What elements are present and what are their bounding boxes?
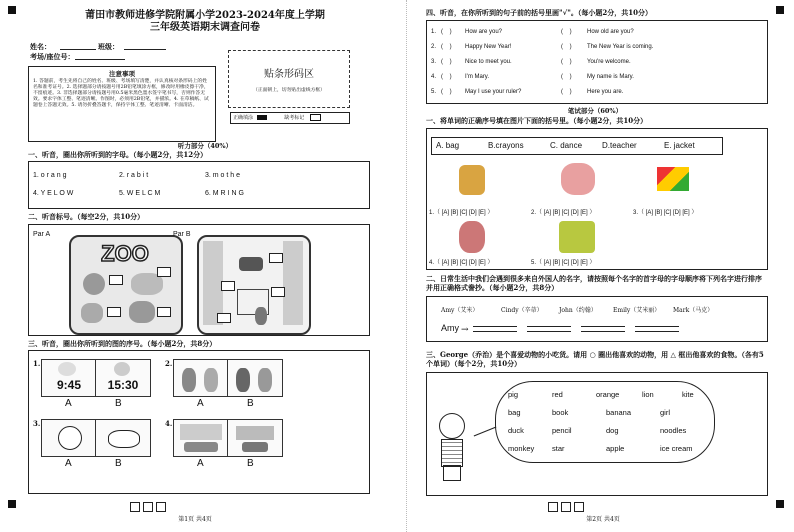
answer-row-4[interactable]: 4.（ [A] [B] [C] [D] [E] ） bbox=[429, 260, 494, 266]
q4-left-bracket[interactable]: ( ) bbox=[441, 29, 452, 35]
name-option: Mark（马克） bbox=[673, 307, 714, 314]
notice-title: 注意事项 bbox=[109, 70, 135, 78]
exam-title: 莆田市教师进修学院附属小学2023-2024年度上学期 bbox=[85, 10, 325, 21]
page-mark-icon bbox=[156, 502, 166, 512]
page-mark-icon bbox=[574, 502, 584, 512]
q1-item-1[interactable]: 1. o r a n g bbox=[33, 172, 67, 179]
q4-title: 四、听音，在你所听到的句子前的括号里画"√"。（每小题2分，共10分） bbox=[426, 8, 653, 17]
seat-label: 考场/座位号： bbox=[30, 52, 75, 61]
q4-right-sentence: You're welcome. bbox=[587, 59, 631, 65]
answer-box[interactable] bbox=[157, 267, 171, 277]
class-label: 班级： bbox=[98, 42, 119, 51]
q4-left-bracket[interactable]: ( ) bbox=[441, 44, 452, 50]
writing-line[interactable] bbox=[635, 326, 679, 327]
q3-num-4: 4. bbox=[165, 419, 173, 428]
q4-right-bracket[interactable]: ( ) bbox=[561, 89, 572, 95]
q4-right-bracket[interactable]: ( ) bbox=[561, 74, 572, 80]
grandpa-icon bbox=[182, 368, 196, 392]
q4-right-sentence: Here you are. bbox=[587, 89, 624, 95]
car-icon bbox=[242, 442, 268, 452]
sun-icon bbox=[58, 362, 76, 376]
answer-row-5[interactable]: 5.（ [A] [B] [C] [D] [E] ） bbox=[531, 260, 596, 266]
word-item[interactable]: dog bbox=[606, 426, 619, 435]
parents-picture bbox=[227, 359, 283, 397]
barcode-note: （正面朝上，切勿贴出虚线方框） bbox=[253, 88, 325, 93]
boy-shirt-icon bbox=[441, 439, 463, 467]
face-icon bbox=[58, 426, 82, 450]
q4-left-sentence: May I use your ruler? bbox=[465, 89, 522, 95]
george-boy-picture bbox=[433, 413, 469, 483]
page-mark-icon bbox=[143, 502, 153, 512]
w3-box bbox=[426, 372, 768, 496]
q4-right-sentence: The New Year is coming. bbox=[587, 44, 654, 50]
q3-title: 三、听音，圈出你所听到的图的序号。（每小题2分，共8分） bbox=[28, 339, 217, 348]
q1-item-6[interactable]: 6. M R I N G bbox=[205, 190, 244, 197]
corner-mark bbox=[776, 500, 784, 508]
teacher-icon bbox=[459, 221, 485, 253]
q4-left-bracket[interactable]: ( ) bbox=[441, 59, 452, 65]
father-icon bbox=[236, 368, 250, 392]
jacket-icon bbox=[559, 221, 595, 253]
word-item[interactable]: monkey bbox=[508, 444, 535, 453]
word-item[interactable]: banana bbox=[606, 408, 632, 417]
writing-line[interactable] bbox=[473, 326, 517, 327]
w3-title: 三、George（乔治）是个喜爱动物的小吃货。请用 ○ 圈出他喜欢的动物，用 △ 框出他喜欢的食物。（各有5个单词）（每个2分，共10分） bbox=[426, 350, 764, 368]
q4-left-sentence: Nice to meet you. bbox=[465, 59, 512, 65]
clock-picture-b bbox=[95, 359, 151, 397]
room-picture bbox=[197, 235, 311, 335]
option-a[interactable]: A bbox=[65, 398, 72, 409]
fill-example-bar bbox=[230, 112, 350, 124]
page-marks bbox=[130, 502, 169, 512]
par-a-label: Par A bbox=[33, 231, 51, 238]
q4-row-number: 3. bbox=[431, 59, 437, 65]
answer-row-2[interactable]: 2.（ [A] [B] [C] [D] [E] ） bbox=[531, 210, 596, 216]
q4-right-sentence: My name is Mary. bbox=[587, 74, 634, 80]
par-b-label: Par B bbox=[173, 231, 191, 238]
rabbit-icon bbox=[129, 301, 155, 323]
name-option: Emily（艾米丽） bbox=[613, 307, 661, 314]
q4-left-bracket[interactable]: ( ) bbox=[441, 89, 452, 95]
exam-subtitle: 三年级英语期末调查问卷 bbox=[150, 22, 260, 33]
q1-title: 一、听音，圈出你所听到的字母。（每小题2分，共12分） bbox=[28, 150, 208, 159]
grandma-icon bbox=[204, 368, 218, 392]
word-item[interactable]: orange bbox=[596, 390, 620, 399]
q2-box bbox=[28, 224, 370, 336]
monkey-icon bbox=[81, 303, 103, 323]
option-a[interactable]: A bbox=[65, 458, 72, 469]
w2-title: 二、日常生活中我们会遇到很多来自外国人的名字，请按照每个名字的首字母的字母顺序将下列名字进行排序并用正确格式誊抄。（每小题2分，共8分） bbox=[426, 274, 762, 292]
q1-item-5[interactable]: 5. W E L C M bbox=[119, 190, 161, 197]
q4-row-number: 5. bbox=[431, 89, 437, 95]
answer-box[interactable] bbox=[109, 275, 123, 285]
word-option: E. jacket bbox=[664, 141, 695, 150]
answer-row-3[interactable]: 3.（ [A] [B] [C] [D] [E] ） bbox=[633, 210, 698, 216]
speech-bubble bbox=[495, 381, 715, 463]
clock-picture-a bbox=[41, 359, 97, 397]
word-options-box bbox=[431, 137, 723, 155]
curtain-icon bbox=[283, 241, 303, 325]
building-icon bbox=[180, 424, 222, 440]
word-item[interactable]: duck bbox=[508, 426, 524, 435]
mother-icon bbox=[258, 368, 272, 392]
writing-line[interactable] bbox=[581, 326, 625, 327]
bus-icon bbox=[184, 442, 218, 452]
q4-left-sentence: How are you? bbox=[465, 29, 503, 35]
name-input-line[interactable] bbox=[60, 49, 96, 50]
q4-row-number: 1. bbox=[431, 29, 437, 35]
word-item[interactable]: pencil bbox=[552, 426, 572, 435]
filled-box-icon bbox=[257, 115, 267, 120]
bubble-tail bbox=[474, 427, 497, 437]
clock-time-a: 9:45 bbox=[56, 378, 82, 392]
w2-box bbox=[426, 296, 768, 342]
name-label: 姓名： bbox=[30, 42, 51, 51]
q4-row-number: 4. bbox=[431, 74, 437, 80]
w1-box bbox=[426, 128, 768, 270]
q4-right-bracket[interactable]: ( ) bbox=[561, 29, 572, 35]
word-item[interactable]: ice cream bbox=[660, 444, 693, 453]
building-icon bbox=[236, 426, 274, 440]
q4-row-number: 2. bbox=[431, 44, 437, 50]
word-item[interactable]: pig bbox=[508, 390, 519, 399]
writing-line[interactable] bbox=[473, 331, 517, 332]
q3-box bbox=[28, 350, 370, 494]
answer-row-1[interactable]: 1.（ [A] [B] [C] [D] [E] ） bbox=[429, 210, 494, 216]
option-b[interactable]: B bbox=[247, 458, 254, 469]
first-name-example: Amy bbox=[441, 323, 459, 333]
girl-face-picture bbox=[41, 419, 97, 457]
corner-mark bbox=[8, 500, 16, 508]
writing-line[interactable] bbox=[581, 331, 625, 332]
q1-box bbox=[28, 161, 370, 209]
arrow-icon: → bbox=[461, 325, 469, 335]
q4-left-bracket[interactable]: ( ) bbox=[441, 74, 452, 80]
word-item[interactable]: girl bbox=[660, 408, 671, 417]
q4-right-bracket[interactable]: ( ) bbox=[561, 44, 572, 50]
zoo-sign: ZOO bbox=[101, 241, 149, 266]
w1-title: 一、将单词的正确序号填在图片下面的括号里。（每小题2分，共10分） bbox=[426, 116, 648, 125]
notice-box bbox=[28, 66, 216, 142]
writing-line[interactable] bbox=[527, 326, 571, 327]
barcode-area bbox=[228, 50, 350, 108]
left-page-footer: 第1页 共4页 bbox=[178, 516, 212, 523]
word-item[interactable]: book bbox=[552, 408, 569, 417]
schoolbag-icon bbox=[459, 165, 485, 195]
answer-box[interactable] bbox=[107, 307, 121, 317]
city-picture bbox=[227, 419, 283, 457]
writing-line[interactable] bbox=[527, 331, 571, 332]
zoo-picture bbox=[69, 235, 183, 335]
name-option: Cindy（辛蒂） bbox=[501, 307, 543, 314]
right-page-footer: 第2页 共4页 bbox=[586, 516, 620, 523]
answer-box[interactable] bbox=[221, 281, 235, 291]
seat-input-line[interactable] bbox=[75, 59, 125, 60]
word-item[interactable]: red bbox=[552, 390, 563, 399]
boy-legs-icon bbox=[443, 465, 461, 481]
q4-left-sentence: Happy New Year! bbox=[465, 44, 512, 50]
q4-right-bracket[interactable]: ( ) bbox=[561, 59, 572, 65]
word-option: A. bag bbox=[436, 141, 460, 150]
page-divider bbox=[406, 0, 407, 532]
word-option: B.crayons bbox=[488, 141, 524, 150]
boy-head-icon bbox=[439, 413, 465, 439]
lion-icon bbox=[83, 273, 105, 295]
answer-box[interactable] bbox=[217, 313, 231, 323]
word-option: D.teacher bbox=[602, 141, 637, 150]
page-mark-icon bbox=[548, 502, 558, 512]
word-item[interactable]: kite bbox=[682, 390, 694, 399]
clock-time-b: 15:30 bbox=[107, 378, 139, 392]
q1-item-2[interactable]: 2. r a b i t bbox=[119, 172, 149, 179]
girl-icon bbox=[108, 430, 140, 448]
answer-box[interactable] bbox=[271, 287, 285, 297]
cloud-sun-icon bbox=[114, 362, 130, 376]
class-input-line[interactable] bbox=[124, 49, 166, 50]
dancing-kids-icon bbox=[561, 163, 595, 195]
word-item[interactable]: noodles bbox=[660, 426, 687, 435]
name-option: John（约翰） bbox=[559, 307, 597, 314]
listening-header: 听力部分（40%） bbox=[177, 142, 233, 150]
q4-left-sentence: I'm Mary. bbox=[465, 74, 490, 80]
q3-num-3: 3. bbox=[33, 419, 41, 428]
written-header: 笔试部分（60%） bbox=[567, 107, 623, 115]
violin-icon bbox=[255, 307, 267, 325]
word-item[interactable]: apple bbox=[606, 444, 625, 453]
answer-box[interactable] bbox=[157, 307, 171, 317]
barcode-title: 贴条形码区 bbox=[264, 69, 314, 80]
q2-title: 二、听音标号。（每空2分，共10分） bbox=[28, 212, 145, 221]
q3-num-1: 1. bbox=[33, 359, 41, 368]
word-item[interactable]: lion bbox=[642, 390, 654, 399]
option-b[interactable]: B bbox=[247, 398, 254, 409]
crayons-icon bbox=[657, 167, 689, 191]
page-mark-icon bbox=[561, 502, 571, 512]
missing-mark-label: 缺考标记 bbox=[284, 115, 305, 121]
flying-girl-picture bbox=[95, 419, 151, 457]
q4-right-sentence: How old are you? bbox=[587, 29, 634, 35]
name-option: Amy（艾米） bbox=[441, 307, 479, 314]
fill-example-label: 正确填涂 bbox=[233, 115, 254, 121]
page-marks bbox=[548, 502, 587, 512]
street-picture bbox=[173, 419, 229, 457]
q1-item-4[interactable]: 4. Y E L O W bbox=[33, 190, 74, 197]
word-item[interactable]: star bbox=[552, 444, 565, 453]
q4-box bbox=[426, 20, 768, 104]
option-a[interactable]: A bbox=[197, 398, 204, 409]
page-mark-icon bbox=[130, 502, 140, 512]
option-a[interactable]: A bbox=[197, 458, 204, 469]
grandparents-picture bbox=[173, 359, 229, 397]
word-option: C. dance bbox=[550, 141, 583, 150]
q3-num-2: 2. bbox=[165, 359, 173, 368]
word-item[interactable]: bag bbox=[508, 408, 521, 417]
option-b[interactable]: B bbox=[115, 398, 122, 409]
corner-mark bbox=[8, 6, 16, 14]
empty-box-icon[interactable] bbox=[310, 114, 321, 121]
q1-item-3[interactable]: 3. m o t h e bbox=[205, 172, 241, 179]
writing-line[interactable] bbox=[635, 331, 679, 332]
telephone-icon bbox=[239, 257, 263, 271]
corner-mark bbox=[776, 6, 784, 14]
answer-box[interactable] bbox=[269, 253, 283, 263]
notice-text: 1. 答题前，考生先将自己的姓名、班级、考场填写清楚，并认真核对条形码上的姓名和准考证号。2. 选择题部分请按题号用2B铅笔填涂方框，修改时用橡皮擦干净，不留痕迹。3. 非选择题部分请按题号用0.5毫米黑色墨水签字笔书写，否则作答无效。要求字体工整、笔迹清晰。作图时，必须用2B铅笔，并描浓。4. 在草稿纸、试题卷上答题无效。5. 请勿折叠答题卡，保持字体工整、笔迹清晰、卡面清洁。 bbox=[33, 79, 209, 108]
option-b[interactable]: B bbox=[115, 458, 122, 469]
